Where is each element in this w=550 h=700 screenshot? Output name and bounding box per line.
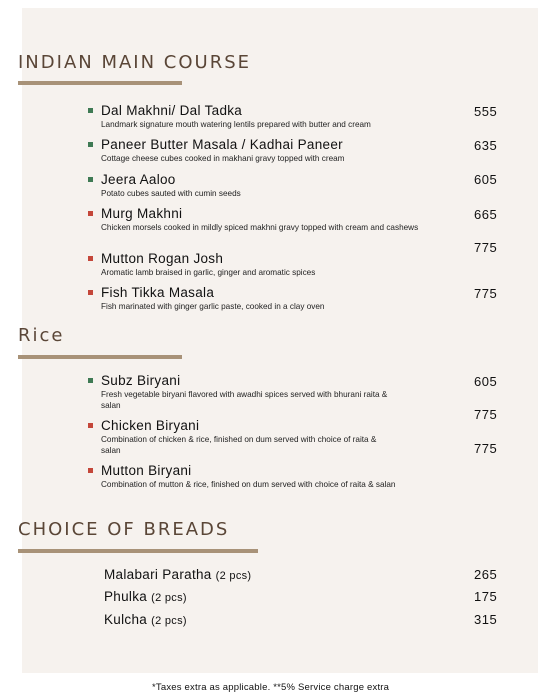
- bread-item: [104, 567, 251, 582]
- veg-marker-icon: [88, 142, 93, 147]
- item-price: 775: [474, 441, 498, 456]
- veg-marker-icon: [88, 177, 93, 182]
- nonveg-marker-icon: [88, 211, 93, 216]
- item-price: 665: [474, 207, 498, 222]
- item-description: Aromatic lamb braised in garlic, ginger and aromatic spices: [101, 268, 316, 277]
- item-name: Malabari Paratha: [104, 567, 212, 582]
- item-name: Phulka: [104, 589, 148, 604]
- item-description: Fresh vegetable biryani flavored with awadhi spices served with bhurani raita & salan: [101, 390, 388, 410]
- item-description: Combination of mutton & rice, finished on dum served with choice of raita & salan: [101, 480, 396, 489]
- section-title-main-course: INDIAN MAIN COURSE: [18, 52, 251, 73]
- item-price: 605: [474, 172, 498, 187]
- item-name: Kulcha: [104, 612, 148, 627]
- veg-marker-icon: [88, 378, 93, 383]
- item-name: Mutton Biryani: [101, 463, 192, 478]
- nonveg-marker-icon: [88, 468, 93, 473]
- item-description: Fish marinated with ginger garlic paste, cooked in a clay oven: [101, 302, 325, 311]
- item-price: 555: [474, 104, 498, 119]
- item-description: Cottage cheese cubes cooked in makhani gravy topped with cream: [101, 154, 345, 163]
- section-title-rice: Rice: [18, 325, 65, 346]
- item-quantity: (2 pcs): [215, 570, 252, 582]
- section-divider: [18, 549, 258, 553]
- item-description: Potato cubes sauted with cumin seeds: [101, 189, 241, 198]
- item-name: Murg Makhni: [101, 206, 183, 221]
- item-name: Mutton Rogan Josh: [101, 251, 224, 266]
- item-price: 265: [474, 567, 498, 582]
- menu-panel: [22, 8, 538, 673]
- section-divider: [18, 81, 182, 85]
- item-quantity: (2 pcs): [151, 615, 187, 627]
- item-name: Chicken Biryani: [101, 418, 200, 433]
- section-title-breads: CHOICE OF BREADS: [18, 519, 230, 540]
- item-price: 635: [474, 138, 498, 153]
- nonveg-marker-icon: [88, 290, 93, 295]
- bread-item: [104, 589, 187, 604]
- item-quantity: (2 pcs): [151, 592, 187, 604]
- item-price: 605: [474, 374, 498, 389]
- veg-marker-icon: [88, 108, 93, 113]
- item-description: Chicken morsels cooked in mildly spiced makhni gravy topped with cream and cashews: [101, 223, 419, 232]
- nonveg-marker-icon: [88, 423, 93, 428]
- section-divider: [18, 355, 182, 359]
- item-price: 775: [474, 240, 498, 255]
- item-price: 175: [474, 589, 498, 604]
- item-description: Combination of chicken & rice, finished on dum served with choice of raita & salan: [101, 435, 377, 455]
- item-name: Subz Biryani: [101, 373, 181, 388]
- item-name: Dal Makhni/ Dal Tadka: [101, 103, 243, 118]
- item-price: 315: [474, 612, 498, 627]
- item-price: 775: [474, 407, 498, 422]
- item-name: Paneer Butter Masala / Kadhai Paneer: [101, 137, 343, 152]
- footer-note: *Taxes extra as applicable. **5% Service charge extra: [152, 682, 390, 693]
- nonveg-marker-icon: [88, 256, 93, 261]
- item-description: Landmark signature mouth watering lentils prepared with butter and cream: [101, 120, 371, 129]
- item-price: 775: [474, 286, 498, 301]
- item-name: Jeera Aaloo: [101, 172, 176, 187]
- bread-item: [104, 612, 187, 627]
- item-name: Fish Tikka Masala: [101, 285, 215, 300]
